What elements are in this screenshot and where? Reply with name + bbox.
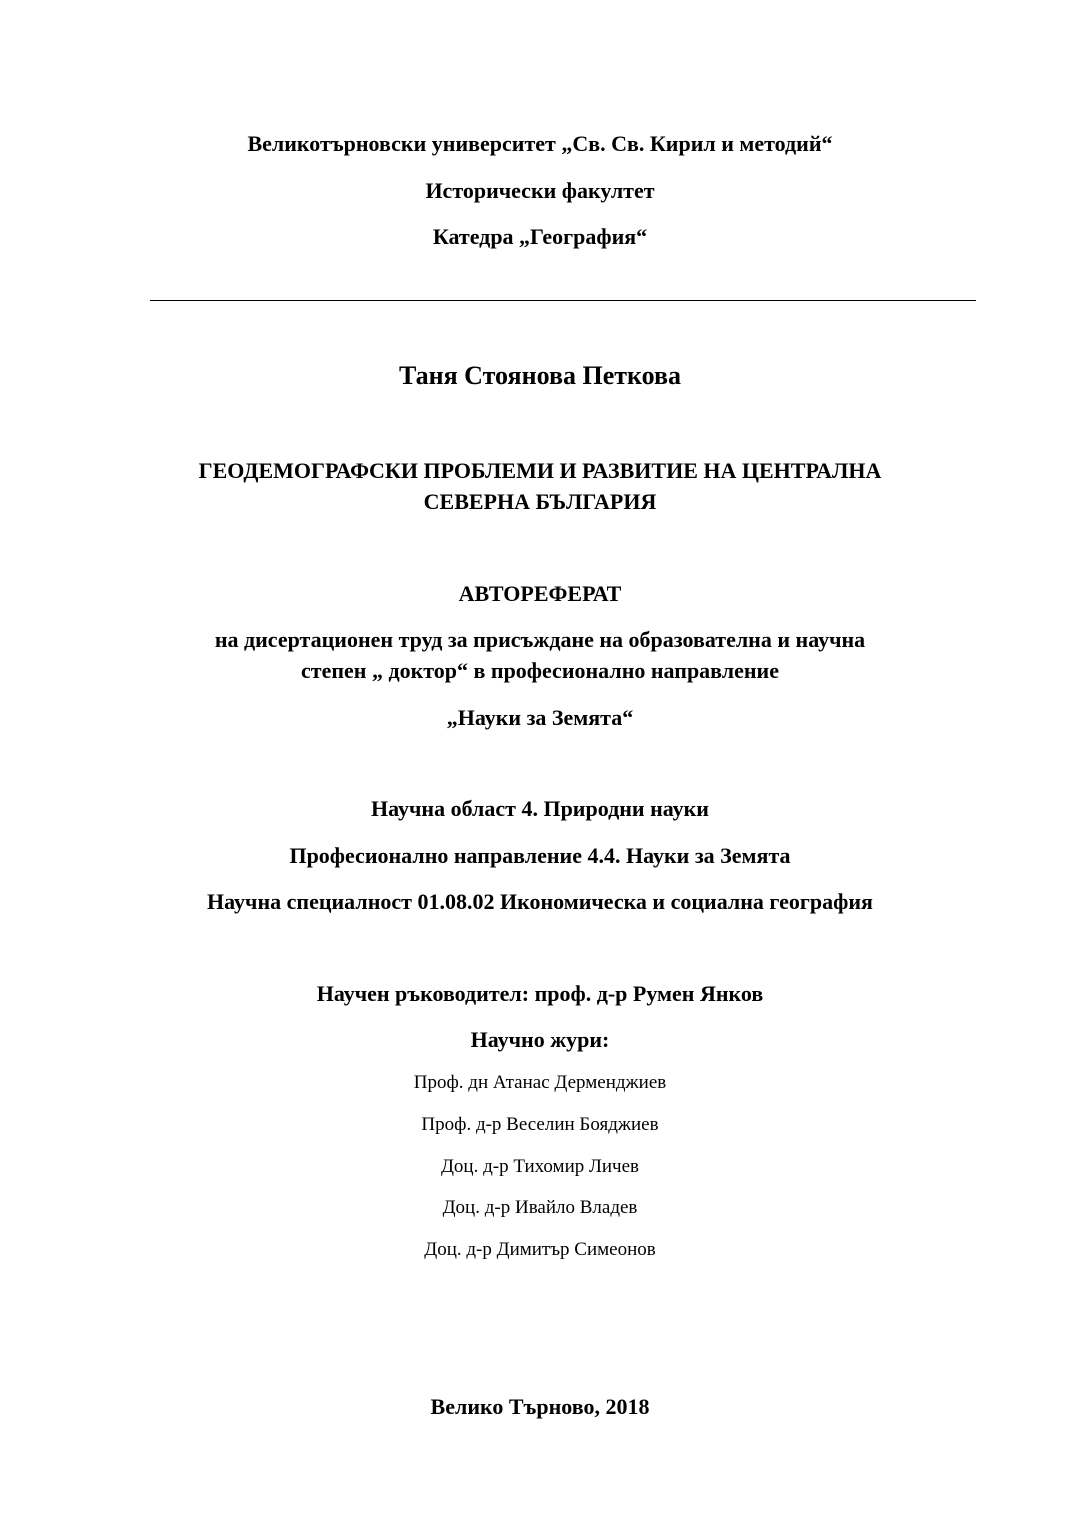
- supervisor: Научен ръководител: проф. д-р Румен Янков: [316, 981, 764, 1006]
- professional-direction: Професионално направление 4.4. Науки за Земята: [289, 843, 791, 868]
- place-and-year: Велико Търново, 2018: [430, 1394, 650, 1419]
- jury-member: Доц. д-р Тихомир Личев: [440, 1156, 640, 1177]
- divider: [150, 300, 976, 301]
- jury-member: Проф. д-р Веселин Бояджиев: [421, 1114, 659, 1135]
- thesis-title-line-2: СЕВЕРНА БЪЛГАРИЯ: [423, 489, 657, 514]
- abstract-line-3: „Науки за Земята“: [446, 705, 634, 730]
- scientific-field: Научна област 4. Природни науки: [371, 796, 709, 821]
- abstract-line-1: на дисертационен труд за присъждане на образователна и научна: [214, 627, 866, 652]
- abstract-line-2: степен „ доктор“ в професионално направление: [301, 658, 779, 683]
- department-name: Катедра „География“: [432, 224, 648, 249]
- jury-heading: Научно жури:: [470, 1027, 610, 1052]
- jury-member: Проф. дн Атанас Дерменджиев: [413, 1072, 667, 1093]
- university-name: Великотърновски университет „Св. Св. Кирил и методий“: [247, 131, 833, 156]
- author-name: Таня Стоянова Петкова: [398, 361, 682, 390]
- jury-member: Доц. д-р Димитър Симеонов: [424, 1239, 656, 1260]
- jury-member: Доц. д-р Ивайло Владев: [442, 1197, 638, 1218]
- scientific-specialty: Научна специалност 01.08.02 Икономическа и социална география: [207, 889, 873, 914]
- abstract-heading: АВТОРЕФЕРАТ: [458, 581, 622, 606]
- thesis-title-line-1: ГЕОДЕМОГРАФСКИ ПРОБЛЕМИ И РАЗВИТИЕ НА ЦЕНТРАЛНА: [198, 458, 882, 483]
- faculty-name: Исторически факултет: [425, 178, 655, 203]
